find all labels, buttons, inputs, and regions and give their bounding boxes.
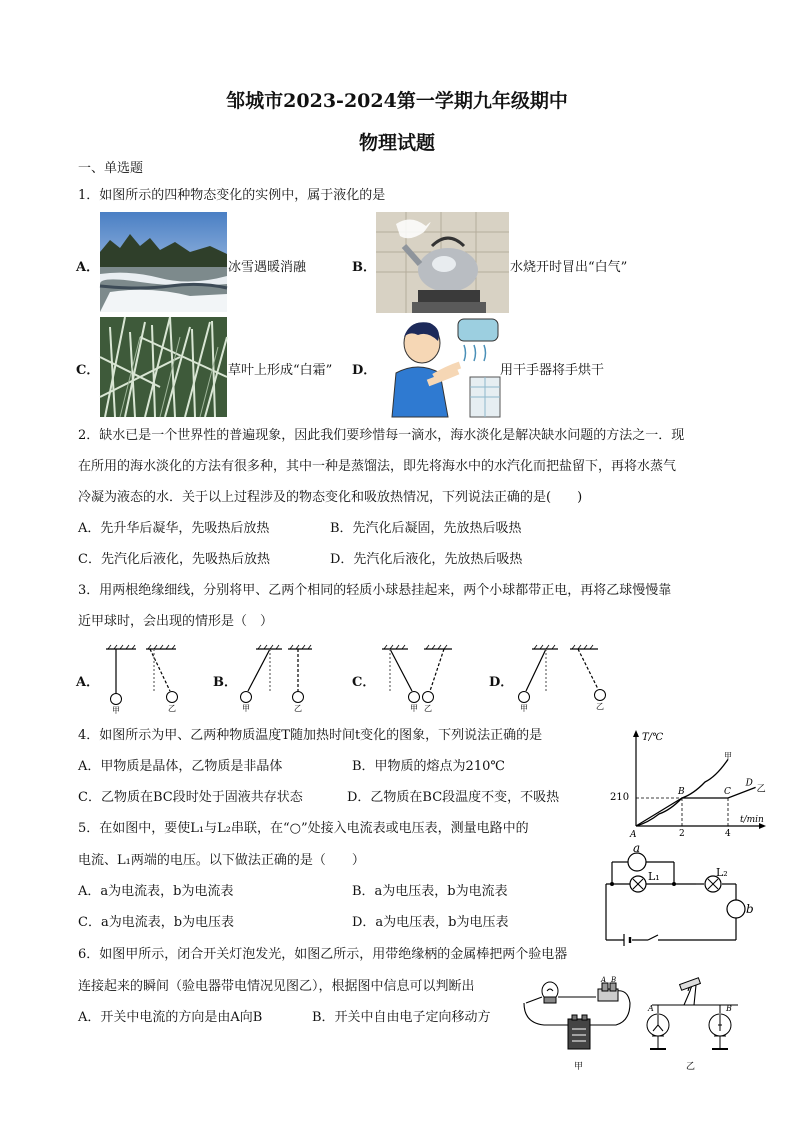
q3-a-ball-yi-label: 乙 [168,704,176,713]
q3-line-2: 近甲球时，会出现的情形是（ ） [78,614,274,629]
q2-option-d: D．先汽化后液化，先放热后吸热 [330,552,523,567]
q3-b-ball-yi-label: 乙 [294,704,302,713]
q3-c-ball-yi-label: 乙 [424,704,432,713]
q3-line-1: 3．用两根绝缘细线，分别将甲、乙两个相同的轻质小球悬挂起来，两个小球都带正电，再将乙球慢慢靠 [78,583,672,598]
q6-line-1: 6．如图甲所示，闭合开关灯泡发光，如图乙所示，用带绝缘柄的金属棒把两个验电器 [78,947,568,962]
temperature-time-graph [612,728,772,838]
q3-d-ball-yi-label: 乙 [596,702,604,711]
q1-option-c-label: C． [76,363,100,378]
meter-a-label: a [633,841,641,855]
q4-stem: 4．如图所示为甲、乙两种物质温度T随加热时间t变化的图象，下列说法正确的是 [78,728,543,743]
q1-option-d-label: D． [352,363,377,378]
q3-c-ball-jia-label: 甲 [410,704,418,713]
q1-stem: 1．如图所示的四种物态变化的实例中，属于液化的是 [78,188,386,203]
q4-option-b: B．甲物质的熔点为210℃ [352,759,505,774]
q5-option-d: D．a为电压表，b为电压表 [352,915,509,930]
curve-yi-label: 乙 [756,784,766,795]
q2-line-2: 在所用的海水淡化的方法有很多种，其中一种是蒸馏法，即先将海水中的水汽化而把盐留下，再将水蒸气 [78,459,677,474]
q1-option-d-text: 用干手器将手烘干 [500,363,605,378]
q1-option-b-label: B． [352,260,376,275]
series-circuit-diagram [600,838,760,950]
section-heading: 一、单选题 [78,161,144,176]
exam-title: 邹城市2023-2024第一学期九年级期中 [226,90,568,112]
q4-option-a: A．甲物质是晶体，乙物质是非晶体 [78,759,283,774]
q1-option-b-text: 水烧开时冒出“白气” [510,260,628,275]
lamp-l1-label: L₁ [648,870,660,883]
q1-option-c-text: 草叶上形成“白霜” [228,363,333,378]
q3-d-ball-jia-label: 甲 [520,704,528,713]
q2-line-3: 冷凝为液态的水．关于以上过程涉及的物态变化和吸放热情况，下列说法正确的是( ) [78,490,583,505]
point-a-label: A [630,830,637,840]
meter-a [628,853,646,871]
q2-line-1: 2．缺水已是一个世界性的普遍现象，因此我们要珍惜每一滴水，海水淡化是解决缺水问题的方法之一．现 [78,428,685,443]
figure-yi-electroscopes [640,975,755,1075]
q1-option-a-label: A． [76,260,100,275]
y-axis-label: T/℃ [642,732,664,743]
x-tick-2: 2 [679,829,685,839]
q4-option-d: D．乙物质在BC段温度不变，不吸热 [347,790,560,805]
point-c-label: C [724,787,731,797]
q5-line-1: 5．在如图中，要使L₁与L₂串联，在“○”处接入电流表或电压表，测量电路中的 [78,821,529,836]
q2-option-a: A．先升华后凝华，先吸热后放热 [78,521,270,536]
q3-option-b-figure [236,645,316,713]
q3-option-b-label: B． [213,675,237,690]
meter-b [727,900,745,918]
x-axis-label: t/min [740,815,764,825]
x-tick-4: 4 [725,829,731,839]
meter-b-label: b [746,902,754,916]
switch-a-label: A [601,976,607,984]
q2-option-c: C．先汽化后液化，先吸热后放热 [78,552,270,567]
figure-yi-caption: 乙 [686,1062,696,1072]
q2-option-b: B．先汽化后凝固，先放热后吸热 [330,521,522,536]
y-tick-210: 210 [610,792,630,803]
melting-ice-photo [100,212,227,312]
q5-line-2: 电流、L₁两端的电压。以下做法正确的是（ ） [78,853,365,868]
curve-yi [636,787,756,826]
point-d-label: D [745,778,753,789]
boiling-kettle-photo [376,212,509,313]
q6-line-2: 连接起来的瞬间（验电器带电情况见图乙），根据图中信息可以判断出 [78,979,475,994]
q4-option-c: C．乙物质在BC段时处于固液共存状态 [78,790,303,805]
q3-option-d-label: D． [489,675,514,690]
q3-option-a-figure [100,645,190,713]
electroscope-a-label: A [648,1004,654,1013]
frost-grass-photo [100,317,227,417]
q5-option-a: A．a为电流表，b为电流表 [78,884,234,899]
q3-option-d-figure [512,645,612,713]
lamp-l2-label: L₂ [716,866,728,879]
q6-option-a: A．开关中电流的方向是由A向B [78,1010,263,1025]
q3-b-ball-jia-label: 甲 [242,704,250,713]
exam-subtitle: 物理试题 [358,132,435,154]
q3-option-c-figure [378,645,468,713]
q6-option-b: B．开关中自由电子定向移动方 [312,1010,491,1025]
figure-jia-caption: 甲 [574,1062,584,1072]
hand-dryer-illustration [378,317,500,417]
q5-option-b: B．a为电压表，b为电流表 [352,884,508,899]
q1-option-a-text: 冰雪遇暖消融 [228,260,307,275]
q3-a-ball-jia-label: 甲 [112,706,120,715]
q3-option-c-label: C． [352,675,376,690]
curve-jia-label: 甲 [724,751,732,761]
electroscope-b-label: B [726,1004,732,1013]
q3-option-a-label: A． [76,675,100,690]
switch-b-label: B [611,976,617,984]
point-b-label: B [678,787,685,797]
q5-option-c: C．a为电流表，b为电压表 [78,915,235,930]
figure-jia-lamp-circuit [520,975,632,1075]
